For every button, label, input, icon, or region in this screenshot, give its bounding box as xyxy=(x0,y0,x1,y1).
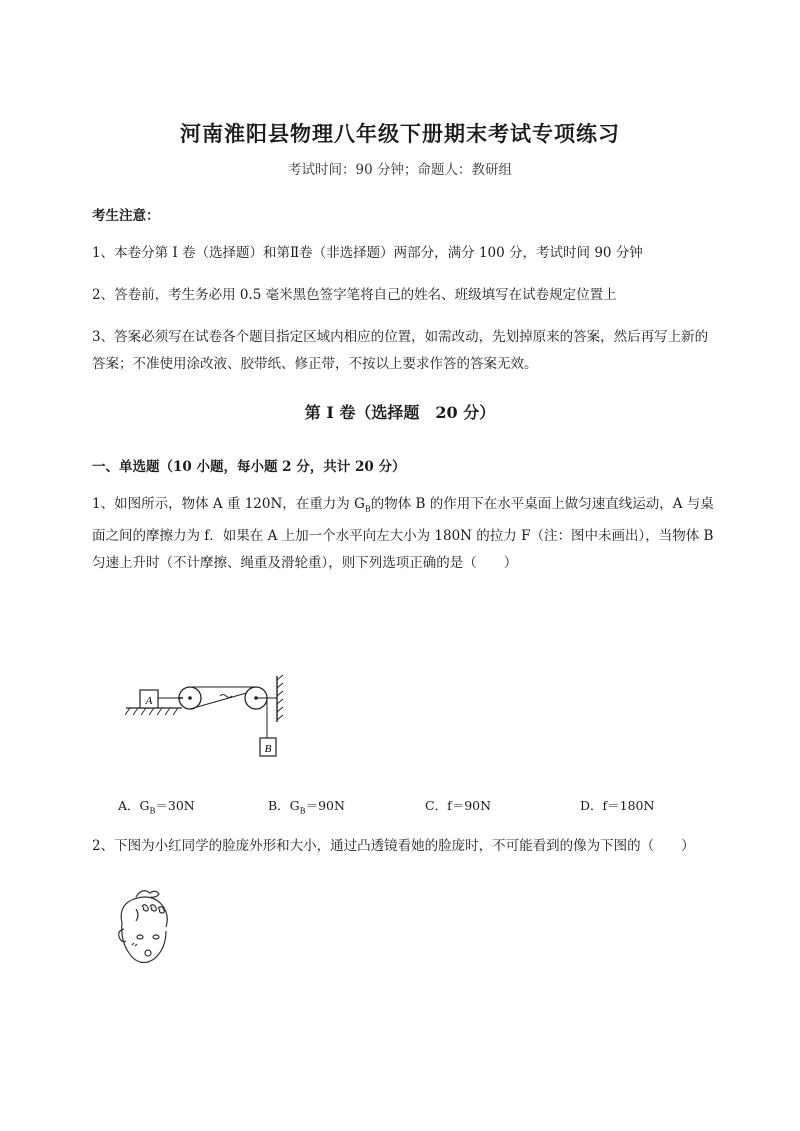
block-a-label: A xyxy=(145,695,153,707)
section-subheading: 一、单选题（10 小题，每小题 2 分，共计 20 分） xyxy=(92,459,406,475)
option-a[interactable]: A．$G_B=30N$ xyxy=(118,798,195,816)
block-b-label: B xyxy=(264,743,272,755)
page-title: 河南淮阳县物理八年级下册期末考试专项练习 xyxy=(180,121,620,146)
question-1-options xyxy=(118,796,718,816)
notice-item-3: 3、答案必须写在试卷各个题目指定区域内相应的位置，如需改动，先划掉原来的答案，然后再写上新的答案；不准使用涂改液、胶带纸、修正带，不按以上要求作答的答案无效。 xyxy=(92,329,709,372)
section-title: 第 I 卷（选择题 20 分） xyxy=(304,403,496,422)
question-2-stem: 2、下图为小红同学的脸庞外形和大小，通过凸透镜看她的脸庞时，不可能看到的像为下图的（ ） xyxy=(92,838,695,854)
option-b[interactable]: B．$G_B=90N$ xyxy=(268,798,345,816)
option-c[interactable]: C．f＝90N xyxy=(425,798,492,813)
pulley-figure xyxy=(120,670,300,782)
question-1-stem: 1、如图所示，物体 A 重 120N，在重力为 $G_B$的物体 B 的作用下在水平桌面上做匀速直线运动，A 与桌面之间的摩擦力为 f．如果在 A 上加一个水平向左大小为 180N 的拉力 F（注：图中未画出），当物体 B 匀速上升时（不计摩擦、绳重及滑轮重），则下列选项正确的是（ ） xyxy=(92,496,714,571)
notice-item-2: 2、答卷前，考生务必用 0.5 毫米黑色签字笔将自己的姓名、班级填写在试卷规定位置上 xyxy=(92,287,617,303)
girl-face-figure xyxy=(110,885,180,975)
option-d[interactable]: D．f＝180N xyxy=(580,798,655,813)
notice-heading: 考生注意： xyxy=(92,208,160,224)
notice-item-1: 1、本卷分第 I 卷（选择题）和第Ⅱ卷（非选择题）两部分，满分 100 分，考试时间 90 分钟 xyxy=(92,245,643,261)
exam-info: 考试时间：90 分钟；命题人：教研组 xyxy=(288,162,512,178)
